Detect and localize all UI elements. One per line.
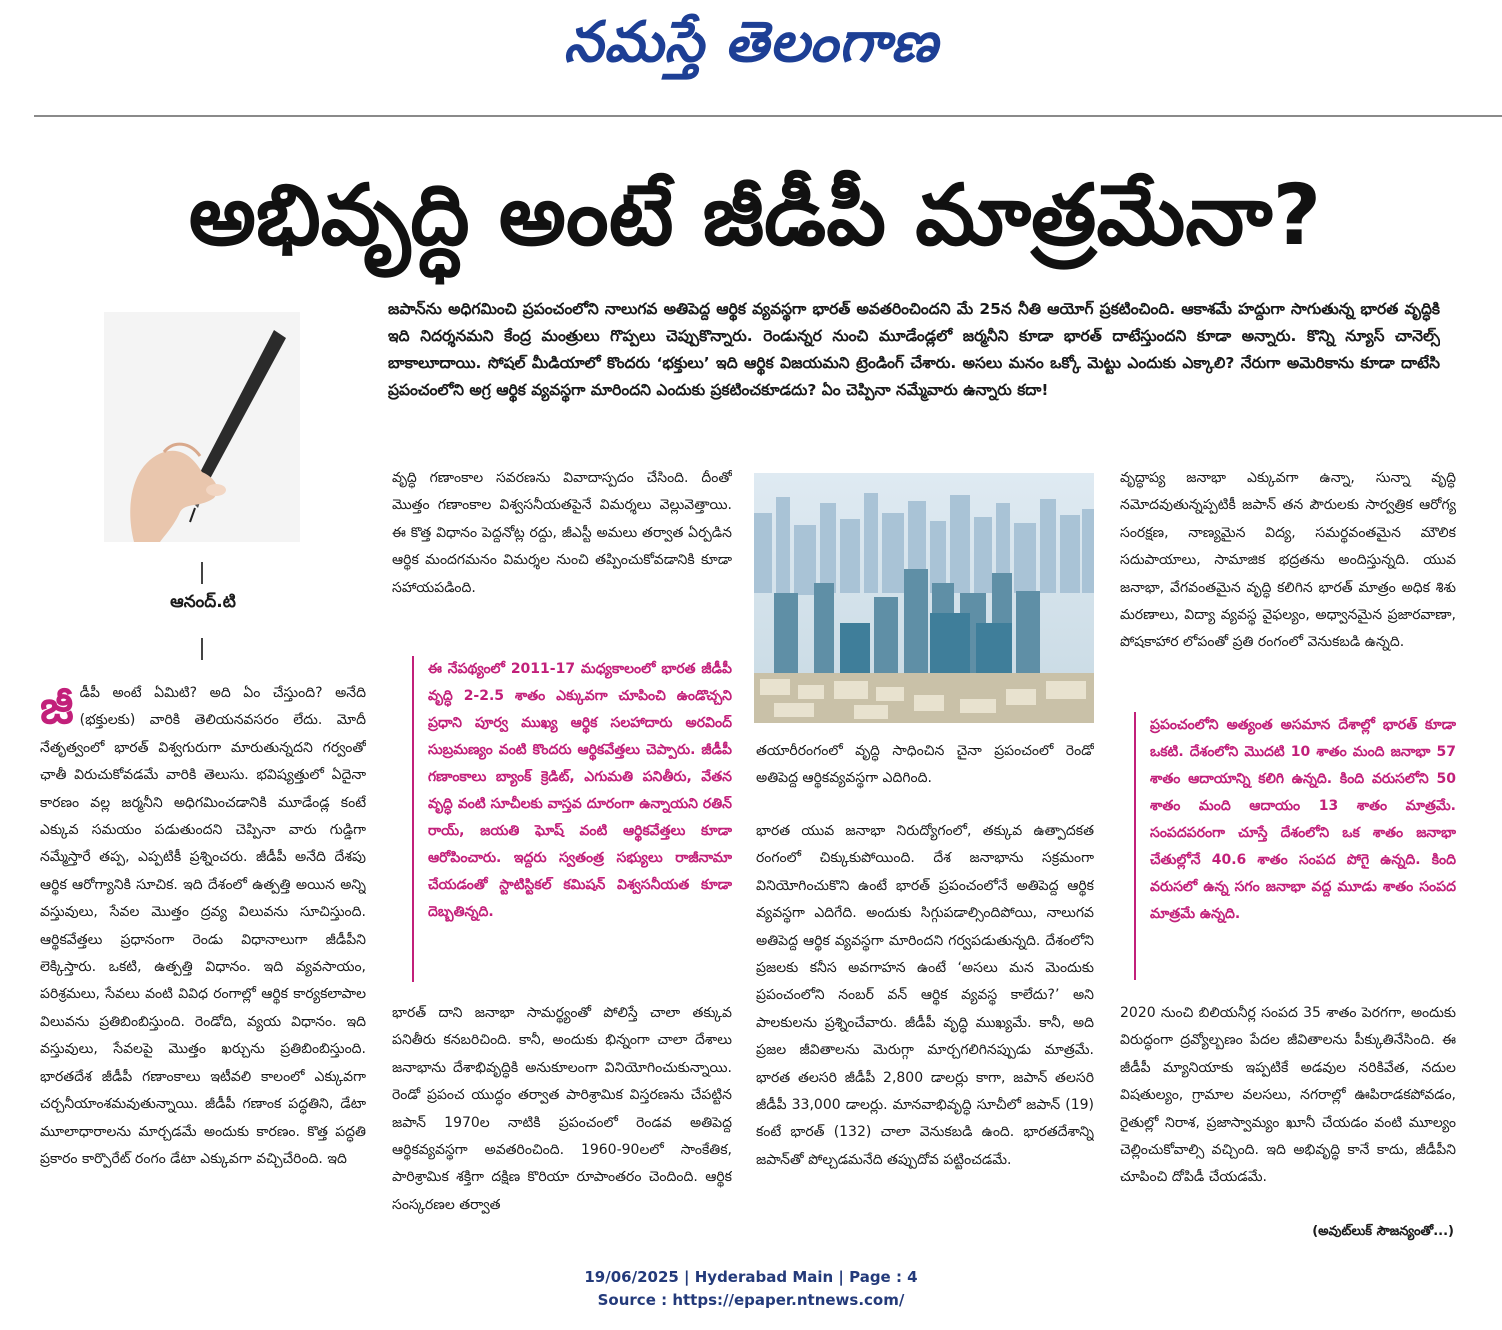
footer-source-link[interactable]: Source : https://epaper.ntnews.com/	[597, 1291, 905, 1309]
column-2-bottom: భారత్ దాని జనాభా సామర్థ్యంతో పోలిస్తే చాలా తక్కువ పనితీరు కనబరిచింది. కానీ, అందుకు భిన్నంగా చాలా దేశాలు జనాభాను దేశాభివృద్ధికి అనుకూలంగా వినియోగించుకున్నాయి. రెండో ప్రపంచ యుద్ధం తర్వాత పారిశ్రామిక విస్తరణను చేపట్టిన జపాన్ 1970ల నాటికి ప్రపంచంలో రెండవ అతిపెద్ద ఆర్థికవ్యవస్థగా అవతరించింది. 1960-90లలో సాంకేతిక, పారిశ్రామిక శక్తిగా దక్షిణ కొరియా రూపాంతరం చెందింది. ఆర్థిక సంస్కరణల తర్వాత	[392, 1005, 732, 1213]
footer-date-edition: 19/06/2025 | Hyderabad Main | Page : 4	[584, 1268, 918, 1286]
page-footer	[0, 1266, 1502, 1314]
article-headline: అభివృద్ధి అంటే జీడీపీ మాత్రమేనా?	[188, 166, 1322, 264]
pen-in-hand-photo	[104, 312, 300, 542]
drop-cap: జీ	[40, 680, 74, 734]
column-1-text: డీపీ అంటే ఏమిటి? అది ఏం చేస్తుంది? అనేది (భక్తులకు) వారికి తెలియనవసరం లేదు. మోదీ నేతృత్వంలో భారత్ విశ్వగురుగా మారుతున్నదని గర్వంతో ఛాతీ విరుచుకోవడమే వారికి తెలుసు. భవిష్యత్తులో ఏదైనా కారణం వల్ల జర్మనీని అధిగమించడానికి మూడేండ్ల కంటే ఎక్కువ సమయం పడుతుందని చెప్పినా వారు గుడ్డిగా నమ్మేస్తారే తప్ప, ఎప్పటికీ ప్రశ్నించరు. జీడీపీ అనేది దేశపు ఆర్థిక ఆరోగ్యానికి సూచిక. ఇది దేశంలో ఉత్పత్తి అయిన అన్ని వస్తువులు, సేవల మొత్తం ద్రవ్య విలువను సూచిస్తుంది. ఆర్థికవేత్తలు ప్రధానంగా రెండు విధానాలుగా జీడీపీని లెక్కిస్తారు. ఒకటి, ఉత్పత్తి విధానం. ఇది వ్యవసాయం, పరిశ్రమలు, సేవలు వంటి వివిధ రంగాల్లో ఆర్థిక కార్యకలాపాల విలువను ప్రతిబింబిస్తుంది. రెండోది, వ్యయ విధానం. ఇది వస్తువులు, సేవలపై మొత్తం ఖర్చును ప్రతిబింబిస్తుంది. భారతదేశ జీడీపీ గణాంకాలు ఇటీవలి కాలంలో ఎక్కువగా చర్చనీయాంశమవుతున్నాయి. జీడీపీ గణాంక పద్ధతిని, డేటా మూలాధారాలను మార్చడమే అందుకు కారణం. కొత్త పద్ధతి ప్రకారం కార్పొరేట్ రంగం డేటా ఎక్కువగా వచ్చిచేరింది. ఇది	[40, 685, 366, 1167]
column-1	[40, 680, 366, 1250]
newspaper-logo: నమస్తే తెలంగాణ	[563, 10, 939, 75]
column-4-top: వృద్ధాప్య జనాభా ఎక్కువగా ఉన్నా, సున్నా వృద్ధి నమోదవుతున్నప్పటికీ జపాన్ తన పౌరులకు సార్వత్రిక ఆరోగ్య సంరక్షణ, నాణ్యమైన విద్య, సమర్థవంతమైన మౌలిక సదుపాయాలు, సామాజిక భద్రతను అందిస్తున్నది. యువ జనాభా, వేగవంతమైన వృద్ధి కలిగిన భారత్ మాత్రం అధిక శిశు మరణాలు, విద్యా వ్యవస్థ వైఫల్యం, అధ్వానమైన ప్రజారవాణా, పోషకాహార లోపంతో ప్రతి రంగంలో వెనుకబడి ఉన్నది.	[1120, 470, 1456, 651]
column-3-bottom: భారత యువ జనాభా నిరుద్యోగంలో, తక్కువ ఉత్పాదకత రంగంలో చిక్కుకుపోయింది. దేశ జనాభాను సక్రమంగా వినియోగించుకొని ఉంటే భారత్ ప్రపంచంలోనే అతిపెద్ద ఆర్థిక వ్యవస్థగా ఎదిగేది. అందుకు సిగ్గుపడాల్సిందిపోయి, నాలుగవ అతిపెద్ద ఆర్థిక వ్యవస్థగా మారిందని గర్వపడుతున్నది. దేశంలోని ప్రజలకు కనీస అవగాహన ఉంటే ‘అసలు మన మెందుకు ప్రపంచంలోని నంబర్ వన్ ఆర్థిక వ్యవస్థ కాలేదు?’ అని పాలకులను ప్రశ్నించేవారు. జీడీపీ వృద్ధి ముఖ్యమే. కానీ, అది ప్రజల జీవితాలను మెరుగ్గా మార్చగలిగినప్పుడు మాత్రమే. భారత తలసరి జీడీపీ 2,800 డాలర్లు కాగా, జపాన్ తలసరి జీడీపీ 33,000 డాలర్లు. మానవాభివృద్ధి సూచీలో జపాన్ (19) కంటే భారత్ (132) చాలా వెనుకబడి ఉంది. భారతదేశాన్ని జపాన్‌తో పోల్చడమనేది తప్పుదోవ పట్టించడమే.	[756, 823, 1094, 1168]
pen-illustration	[104, 312, 300, 542]
pull-quote-2: ప్రపంచంలోని అత్యంత అసమాన దేశాల్లో భారత్ కూడా ఒకటి. దేశంలోని మొదటి 10 శాతం మంది జనాభా 57 శాతం ఆదాయాన్ని కలిగి ఉన్నది. కింది వరుసలోని 50 శాతం మంది ఆదాయం 13 శాతం మాత్రమే. సంపదపరంగా చూస్తే దేశంలోని ఒక శాతం జనాభా చేతుల్లోనే 40.6 శాతం సంపద పోగై ఉన్నది. కింది వరుసలో ఉన్న సగం జనాభా వద్ద మూడు శాతం సంపద మాత్రమే ఉన్నది.	[1134, 712, 1456, 980]
header-divider	[34, 115, 1502, 117]
source-credit: (అవుట్‌లుక్ సౌజన్యంతో...)	[1312, 1224, 1454, 1239]
author-byline: ఆనంద్.టి	[170, 592, 236, 612]
column-4-bottom: 2020 నుంచి బిలియనీర్ల సంపద 35 శాతం పెరగగా, అందుకు విరుద్ధంగా ద్రవ్యోల్బణం పేదల జీవితాలను పీక్కుతినేసింది. ఈ జీడీపీ మ్యానియాకు ఇప్పటికే అడవుల నరికివేత, నదుల విషతుల్యం, గ్రామాల వలసలు, నగరాల్లో ఊపిరాడకపోవడం, రైతుల్లో నిరాశ, ప్రజాస్వామ్యం ఖూనీ చేయడం వంటి మూల్యం చెల్లించుకోవాల్సి వచ్చింది. ఇది అభివృద్ధి కానే కాదు, జీడీపీని చూపించి దోపిడీ చేయడమే.	[1120, 1005, 1456, 1186]
city-skyline-photo	[754, 473, 1094, 723]
article-intro: జపాన్‌ను అధిగమించి ప్రపంచంలోని నాలుగవ అతిపెద్ద ఆర్థిక వ్యవస్థగా భారత్ అవతరించిందని మే 25న నీతి ఆయోగ్ ప్రకటించింది. ఆకాశమే హద్దుగా సాగుతున్న భారత వృద్ధికి ఇది నిదర్శనమని కేంద్ర మంత్రులు గొప్పలు చెప్పుకొన్నారు. రెండున్నర నుంచి మూడేండ్లలో జర్మనీని కూడా భారత్ దాటేస్తుందని కూడా అన్నారు. కొన్ని న్యూస్ చానెల్స్ బాకాలూదాయి. సోషల్ మీడియాలో కొందరు ‘భక్తులు’ ఇది ఆర్థిక విజయమని ట్రెండింగ్ చేశారు. అసలు మనం ఒక్కో మెట్టు ఎందుకు ఎక్కాలి? నేరుగా అమెరికాను కూడా దాటేసి ప్రపంచంలోని అగ్ర ఆర్థిక వ్యవస్థగా మారిందని ఎందుకు ప్రకటించకూడదు? ఏం చెప్పినా నమ్మేవారు ఉన్నారు కదా!	[388, 300, 1440, 399]
byline-divider-bottom	[201, 638, 203, 660]
byline-divider-top	[201, 562, 203, 584]
pull-quote-1: ఈ నేపథ్యంలో 2011-17 మధ్యకాలంలో భారత జీడీపీ వృద్ధి 2-2.5 శాతం ఎక్కువగా చూపించి ఉండొచ్చని ప్రధాని పూర్వ ముఖ్య ఆర్థిక సలహాదారు అరవింద్ సుబ్రమణ్యం వంటి కొందరు ఆర్థికవేత్తలు చెప్పారు. జీడీపీ గణాంకాలు బ్యాంక్ క్రెడిట్, ఎగుమతి పనితీరు, వేతన వృద్ధి వంటి సూచీలకు వాస్తవ దూరంగా ఉన్నాయని రతిన్ రాయ్, జయతి ఘోష్ వంటి ఆర్థికవేత్తలు కూడా ఆరోపించారు. ఇద్దరు స్వతంత్ర సభ్యులు రాజీనామా చేయడంతో స్టాటిస్టికల్ కమిషన్ విశ్వసనీయత కూడా దెబ్బతిన్నది.	[412, 656, 732, 982]
column-3-top: తయారీరంగంలో వృద్ధి సాధించిన చైనా ప్రపంచంలో రెండో అతిపెద్ద ఆర్థికవ్యవస్థగా ఎదిగింది.	[756, 743, 1094, 787]
column-2-top: వృద్ధి గణాంకాల సవరణను వివాదాస్పదం చేసింది. దీంతో మొత్తం గణాంకాల విశ్వసనీయతపైనే విమర్శలు వెల్లువెత్తాయి. ఈ కొత్త విధానం పెద్దనోట్ల రద్దు, జీఎస్టీ అమలు తర్వాత ఏర్పడిన ఆర్థిక మందగమనం విమర్శల నుంచి తప్పించుకోవడానికి కూడా సహాయపడింది.	[392, 470, 732, 596]
city-illustration	[754, 473, 1094, 723]
